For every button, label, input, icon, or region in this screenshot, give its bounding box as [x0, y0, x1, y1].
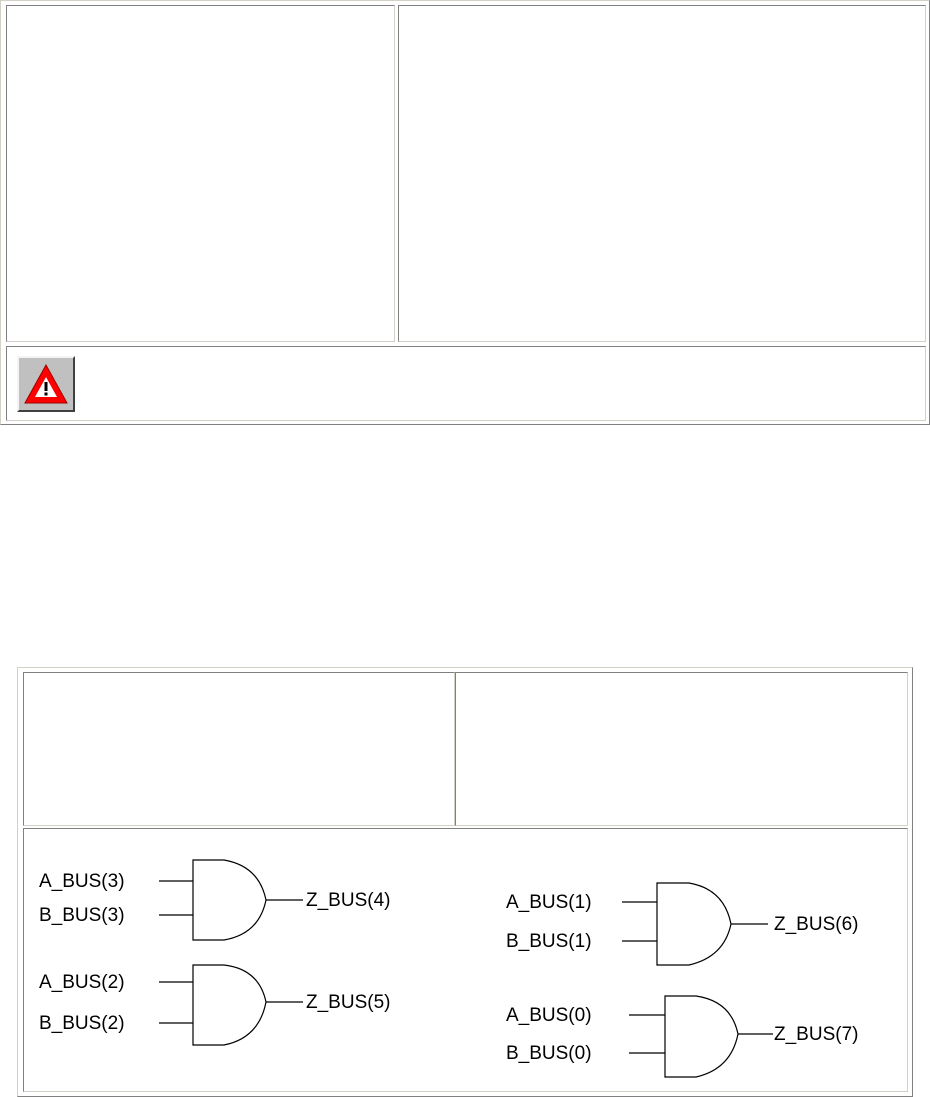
top-left-cell	[6, 5, 395, 342]
gate-input-a: A_BUS(1)	[506, 892, 592, 913]
gate-input-b: B_BUS(3)	[39, 905, 125, 926]
and-gate-bus-3	[39, 860, 390, 940]
gate-input-b: B_BUS(0)	[506, 1043, 592, 1064]
gate-input-a: A_BUS(3)	[39, 871, 125, 892]
gate-input-b: B_BUS(1)	[506, 931, 592, 952]
warning-button[interactable]	[17, 356, 75, 412]
and-gate-bus-2	[39, 965, 390, 1045]
gate-output: Z_BUS(6)	[774, 914, 859, 935]
warning-triangle-icon	[22, 362, 70, 406]
warning-cell	[6, 346, 926, 421]
top-table	[0, 0, 930, 425]
bottom-table	[17, 667, 913, 1097]
gate-input-b: B_BUS(2)	[39, 1013, 125, 1034]
bottom-right-cell	[455, 672, 908, 826]
gate-input-a: A_BUS(0)	[506, 1005, 592, 1026]
bottom-left-cell	[23, 672, 455, 826]
and-gate-bus-0	[506, 996, 858, 1077]
top-right-cell	[398, 5, 926, 342]
gate-output: Z_BUS(7)	[774, 1024, 859, 1045]
gate-input-a: A_BUS(2)	[39, 972, 125, 993]
gate-output: Z_BUS(5)	[306, 992, 391, 1013]
and-gates-diagram	[24, 829, 907, 1091]
diagram-cell	[23, 828, 908, 1092]
and-gate-bus-1	[506, 883, 858, 965]
gate-output: Z_BUS(4)	[306, 890, 391, 911]
